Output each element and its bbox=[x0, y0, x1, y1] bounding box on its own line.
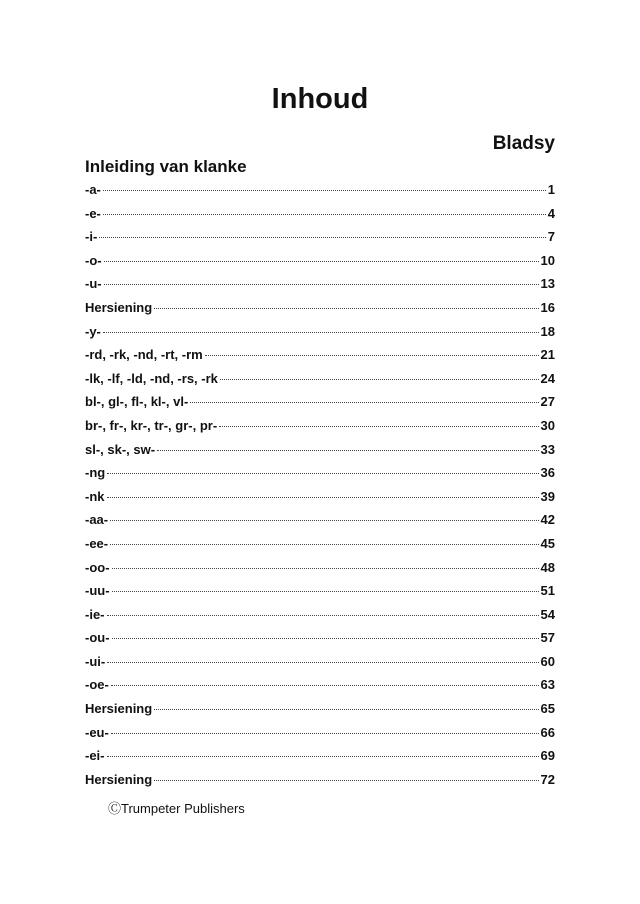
toc-entry-page-number: 72 bbox=[540, 771, 555, 787]
toc-entry-page-number: 54 bbox=[540, 606, 555, 622]
dot-leader bbox=[110, 543, 538, 545]
toc-entry-page-number: 63 bbox=[540, 677, 555, 693]
toc-entry-label: -i- bbox=[85, 229, 98, 245]
dot-leader bbox=[112, 567, 539, 569]
toc-entry bbox=[85, 249, 555, 273]
toc-entry bbox=[85, 626, 555, 650]
toc-entry-page-number: 36 bbox=[540, 465, 555, 481]
toc-entry bbox=[85, 438, 555, 462]
dot-leader bbox=[205, 354, 539, 356]
toc-entry-page-number: 48 bbox=[540, 559, 555, 575]
dot-leader bbox=[112, 590, 539, 592]
toc-entry bbox=[85, 603, 555, 627]
dot-leader bbox=[154, 708, 538, 710]
toc-entry bbox=[85, 225, 555, 249]
toc-entry-page-number: 7 bbox=[547, 229, 555, 245]
toc-entry-label: -ui- bbox=[85, 653, 106, 669]
toc-entry bbox=[85, 390, 555, 414]
toc-entry-label: -eu- bbox=[85, 724, 109, 740]
dot-leader bbox=[107, 755, 539, 757]
toc-entry-label: br-, fr-, kr-, tr-, gr-, pr- bbox=[85, 417, 218, 433]
toc-entry bbox=[85, 508, 555, 532]
toc-entry-label: -ei- bbox=[85, 748, 105, 764]
toc-entry-label: -oe- bbox=[85, 677, 109, 693]
toc-entry bbox=[85, 744, 555, 768]
toc-entry-label: bl-, gl-, fl-, kl-, vl- bbox=[85, 394, 189, 410]
toc-entry-page-number: 13 bbox=[540, 276, 555, 292]
toc-entry-page-number: 30 bbox=[540, 417, 555, 433]
toc-entry-page-number: 21 bbox=[540, 347, 555, 363]
toc-entry-page-number: 65 bbox=[540, 701, 555, 717]
toc-entry bbox=[85, 579, 555, 603]
toc-entry-page-number: 10 bbox=[540, 252, 555, 268]
toc-entry-label: Hersiening bbox=[85, 701, 153, 717]
dot-leader bbox=[110, 519, 538, 521]
dot-leader bbox=[219, 425, 538, 427]
dot-leader bbox=[107, 614, 539, 616]
dot-leader bbox=[190, 401, 538, 403]
toc-entry-page-number: 69 bbox=[540, 748, 555, 764]
toc-entry-label: -y- bbox=[85, 323, 101, 339]
page-column-heading: Bladsy bbox=[492, 133, 555, 154]
dot-leader bbox=[107, 472, 538, 474]
toc-entry-label: sl-, sk-, sw- bbox=[85, 441, 156, 457]
toc-entry-label: -o- bbox=[85, 252, 102, 268]
toc-entry-label: -oo- bbox=[85, 559, 110, 575]
toc-entry bbox=[85, 272, 555, 296]
toc-entry-page-number: 60 bbox=[540, 653, 555, 669]
page-title: Inhoud bbox=[271, 83, 369, 115]
toc-entry bbox=[85, 367, 555, 391]
toc-entry-label: -ng bbox=[85, 465, 106, 481]
toc-entry bbox=[85, 485, 555, 509]
toc-entry bbox=[85, 320, 555, 344]
toc-entry-page-number: 24 bbox=[540, 370, 555, 386]
toc-entry bbox=[85, 721, 555, 745]
toc-entry-page-number: 57 bbox=[540, 630, 555, 646]
toc-entry bbox=[85, 202, 555, 226]
dot-leader bbox=[157, 449, 538, 451]
toc-entry-label: -ou- bbox=[85, 630, 110, 646]
dot-leader bbox=[107, 661, 538, 663]
toc-entry-page-number: 66 bbox=[540, 724, 555, 740]
toc-entry-label: Hersiening bbox=[85, 771, 153, 787]
dot-leader bbox=[104, 283, 539, 285]
toc-entry-label: -uu- bbox=[85, 583, 110, 599]
toc-entry bbox=[85, 532, 555, 556]
dot-leader bbox=[220, 378, 539, 380]
dot-leader bbox=[103, 213, 546, 215]
dot-leader bbox=[111, 684, 539, 686]
toc-entry-label: -a- bbox=[85, 182, 101, 197]
toc-entry bbox=[85, 296, 555, 320]
dot-leader bbox=[104, 260, 539, 262]
copyright-notice: ⒸTrumpeter Publishers bbox=[108, 801, 245, 816]
toc-entry bbox=[85, 697, 555, 721]
toc-entry bbox=[85, 768, 555, 792]
section-heading: Inleiding van klanke bbox=[85, 157, 247, 176]
toc-entry bbox=[85, 673, 555, 697]
toc-entry-page-number: 27 bbox=[540, 394, 555, 410]
toc-entry-label: -u- bbox=[85, 276, 102, 292]
dot-leader bbox=[154, 779, 538, 781]
toc-entry-page-number: 18 bbox=[540, 323, 555, 339]
toc-entry-label: -e- bbox=[85, 205, 101, 221]
toc-entry-page-number: 42 bbox=[540, 512, 555, 528]
dot-leader bbox=[103, 331, 539, 333]
toc-entry-label: -nk bbox=[85, 488, 105, 504]
dot-leader bbox=[112, 637, 539, 639]
toc-entry-label: -ee- bbox=[85, 535, 109, 551]
toc-entry-page-number: 4 bbox=[547, 205, 555, 221]
toc-entry-label: -rd, -rk, -nd, -rt, -rm bbox=[85, 347, 203, 363]
table-of-contents bbox=[85, 178, 555, 791]
toc-entry bbox=[85, 178, 555, 202]
toc-entry-page-number: 33 bbox=[540, 441, 555, 457]
toc-entry-page-number: 45 bbox=[540, 535, 555, 551]
toc-entry-label: -ie- bbox=[85, 606, 105, 622]
toc-entry-page-number: 39 bbox=[540, 488, 555, 504]
dot-leader bbox=[154, 307, 538, 309]
toc-entry-page-number: 16 bbox=[540, 299, 555, 315]
toc-entry-page-number: 51 bbox=[540, 583, 555, 599]
toc-entry-label: -lk, -lf, -ld, -nd, -rs, -rk bbox=[85, 370, 218, 386]
toc-entry-label: Hersiening bbox=[85, 299, 153, 315]
toc-entry bbox=[85, 650, 555, 674]
dot-leader bbox=[103, 189, 546, 191]
toc-entry-page-number: 1 bbox=[547, 182, 555, 197]
dot-leader bbox=[107, 496, 539, 498]
toc-entry bbox=[85, 414, 555, 438]
dot-leader bbox=[99, 236, 545, 238]
toc-entry bbox=[85, 461, 555, 485]
toc-entry bbox=[85, 343, 555, 367]
toc-entry-label: -aa- bbox=[85, 512, 109, 528]
toc-entry bbox=[85, 556, 555, 580]
dot-leader bbox=[111, 732, 539, 734]
